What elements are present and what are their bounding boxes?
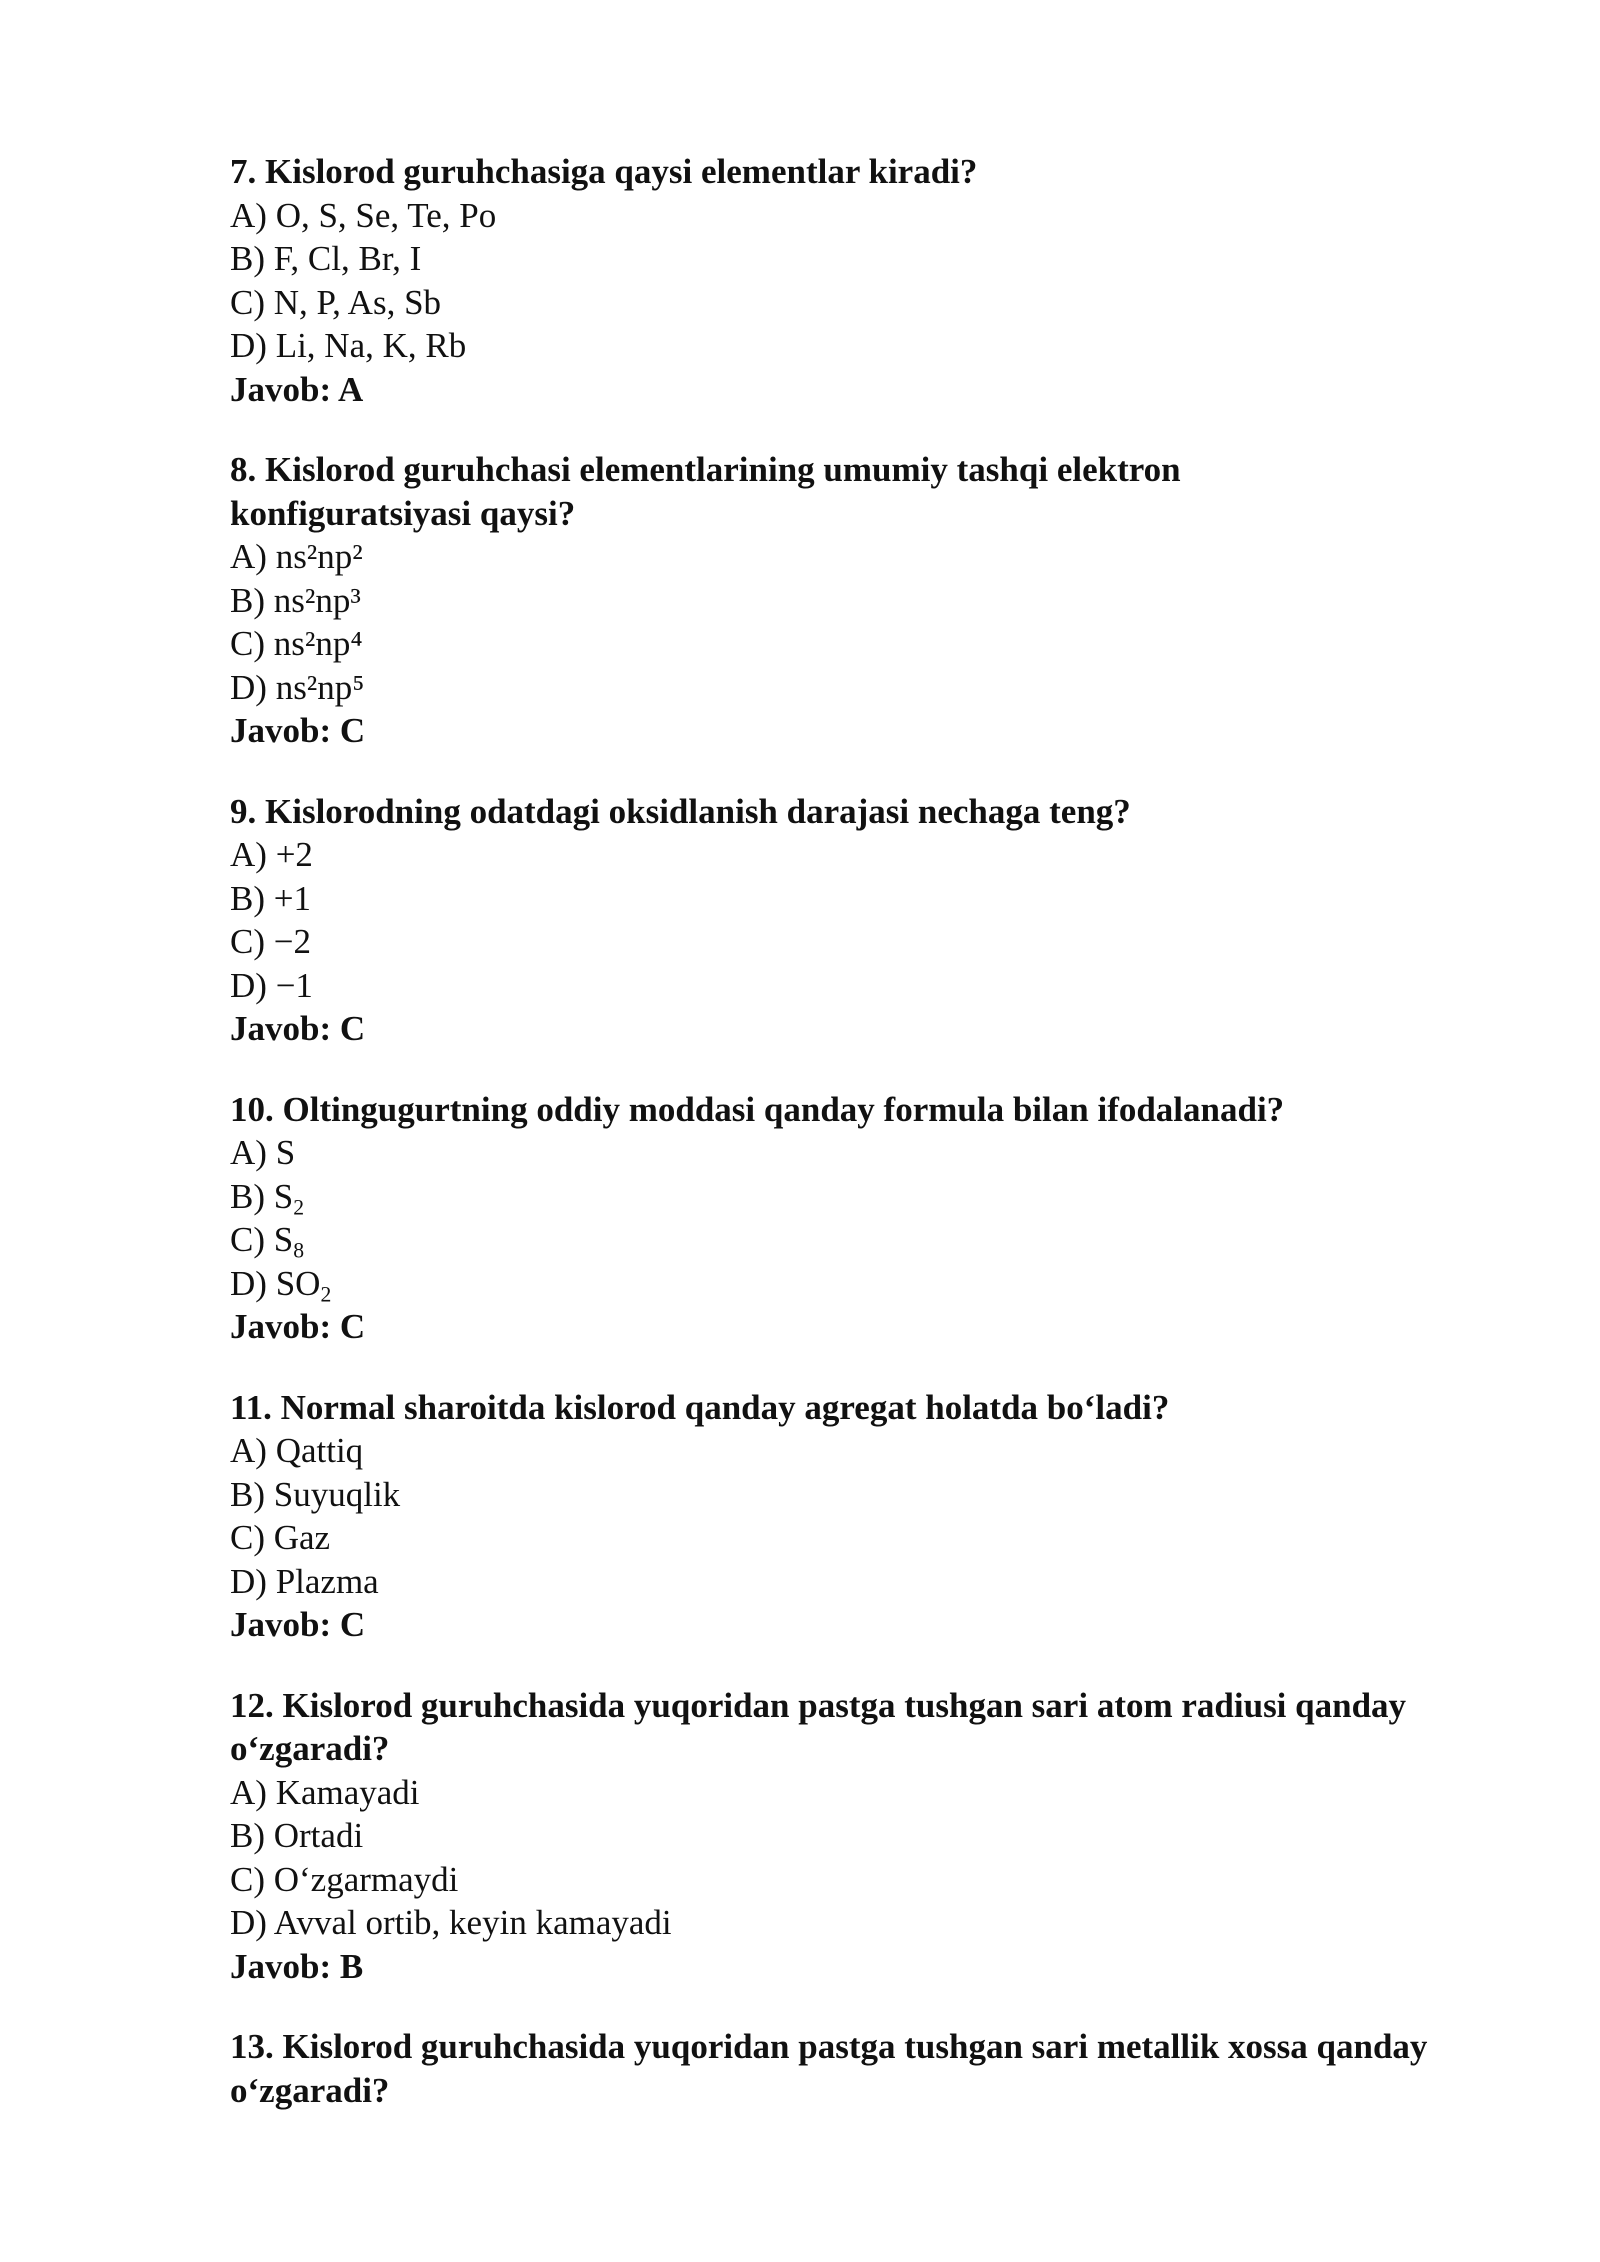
option-b [230, 1814, 1430, 1858]
option-a [230, 194, 1430, 238]
answer: Javob: C [230, 1605, 366, 1644]
option-label: A) [230, 1772, 267, 1812]
option-text: Gaz [273, 1518, 331, 1557]
option-text: Ortadi [273, 1816, 364, 1855]
option-label: B) [230, 878, 265, 918]
answer: Javob: C [230, 1009, 366, 1048]
option-label: B) [230, 1176, 265, 1216]
option-text: Avval ortib, keyin kamayadi [273, 1903, 672, 1942]
option-label: B) [230, 1816, 265, 1855]
option-c [230, 1218, 1430, 1262]
question-13 [230, 2025, 1430, 2112]
option-c [230, 1516, 1430, 1560]
option-text: N, P, As, Sb [273, 282, 442, 322]
option-label: A) [230, 195, 267, 235]
option-text: ns²np² [275, 537, 363, 576]
option-text: Kamayadi [275, 1772, 420, 1812]
option-label: D) [230, 1561, 267, 1601]
option-text: Qattiq [275, 1431, 364, 1470]
answer: Javob: C [230, 1307, 366, 1346]
option-label: C) [230, 624, 265, 663]
option-b [230, 877, 1430, 921]
formula-subscript: 8 [293, 1238, 305, 1263]
question-title: 8. Kislorod guruhchasi elementlarining umumiy tashqi elektron konfiguratsiyasi qaysi? [230, 450, 1181, 533]
option-label: C) [230, 1220, 265, 1259]
option-c [230, 920, 1430, 964]
option-d [230, 964, 1430, 1008]
option-label: D) [230, 965, 267, 1005]
question-title: 11. Normal sharoitda kislorod qanday agregat holatda bo‘ladi? [230, 1387, 1170, 1427]
option-text: S [273, 1176, 294, 1216]
option-text: F, Cl, Br, I [273, 239, 422, 278]
document-page [230, 150, 1430, 2149]
question-title: 12. Kislorod guruhchasida yuqoridan pastga tushgan sari atom radiusi qanday o‘zgaradi? [230, 1685, 1407, 1768]
option-text: +2 [275, 835, 313, 874]
option-d [230, 666, 1430, 710]
option-c [230, 281, 1430, 325]
option-label: A) [230, 537, 267, 576]
option-a [230, 1429, 1430, 1473]
option-label: A) [230, 1133, 267, 1172]
question-10 [230, 1088, 1430, 1349]
option-label: D) [230, 326, 267, 365]
option-d [230, 1262, 1430, 1306]
option-label: A) [230, 1431, 267, 1470]
option-b [230, 1473, 1430, 1517]
option-d [230, 1901, 1430, 1945]
option-label: C) [230, 1518, 265, 1557]
option-label: B) [230, 239, 265, 278]
option-text: S [273, 1220, 294, 1259]
question-title: 10. Oltingugurtning oddiy moddasi qanday formula bilan ifodalanadi? [230, 1089, 1285, 1129]
option-label: C) [230, 282, 265, 322]
option-text: S [275, 1133, 296, 1172]
question-8 [230, 448, 1430, 753]
option-text: Suyuqlik [273, 1474, 401, 1514]
option-text: ns²np³ [273, 580, 361, 620]
option-label: A) [230, 835, 267, 874]
option-text: −2 [273, 922, 311, 961]
option-c [230, 622, 1430, 666]
option-label: C) [230, 1859, 265, 1899]
option-text: −1 [275, 965, 313, 1005]
option-label: B) [230, 580, 265, 620]
option-text: Li, Na, K, Rb [275, 326, 467, 365]
question-11 [230, 1386, 1430, 1647]
option-a [230, 1131, 1430, 1175]
option-text: ns²np⁵ [275, 667, 365, 707]
option-label: B) [230, 1474, 265, 1514]
option-text: O‘zgarmaydi [273, 1859, 459, 1899]
option-label: D) [230, 667, 267, 707]
option-text: +1 [273, 878, 311, 918]
option-b [230, 1175, 1430, 1219]
answer: Javob: A [230, 369, 364, 409]
question-7 [230, 150, 1430, 411]
option-text: O, S, Se, Te, Po [275, 195, 497, 235]
option-label: D) [230, 1263, 267, 1303]
option-label: C) [230, 922, 265, 961]
answer: Javob: B [230, 1946, 364, 1986]
option-text: Plazma [275, 1561, 379, 1601]
option-b [230, 579, 1430, 623]
option-d [230, 1560, 1430, 1604]
question-title: 7. Kislorod guruhchasiga qaysi elementlar kiradi? [230, 152, 978, 191]
option-c [230, 1858, 1430, 1902]
option-a [230, 1771, 1430, 1815]
option-label: D) [230, 1903, 267, 1942]
question-title: 13. Kislorod guruhchasida yuqoridan pastga tushgan sari metallik xossa qanday o‘zgaradi? [230, 2027, 1428, 2110]
option-a [230, 535, 1430, 579]
question-12 [230, 1684, 1430, 1989]
option-text: SO [275, 1263, 321, 1303]
option-d [230, 324, 1430, 368]
question-title: 9. Kislorodning odatdagi oksidlanish darajasi nechaga teng? [230, 791, 1131, 831]
formula-subscript: 2 [293, 1195, 305, 1219]
option-b [230, 237, 1430, 281]
answer: Javob: C [230, 711, 366, 750]
option-text: ns²np⁴ [273, 624, 363, 663]
formula-subscript: 2 [320, 1282, 332, 1306]
question-9 [230, 790, 1430, 1051]
option-a [230, 833, 1430, 877]
